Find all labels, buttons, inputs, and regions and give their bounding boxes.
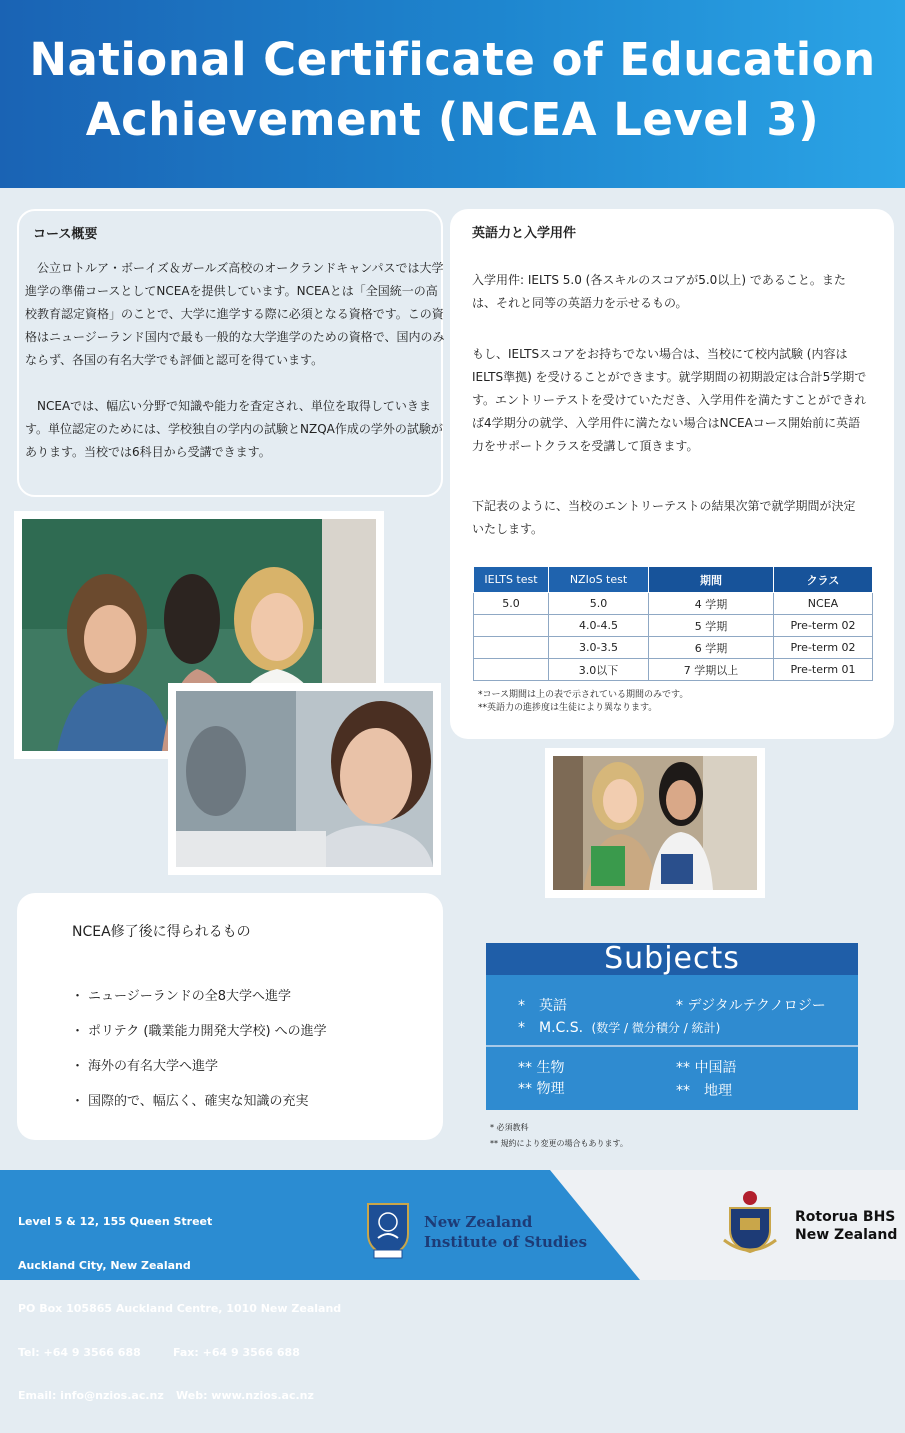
english-paragraph-1: 入学用件: IELTS 5.0 (各スキルのスコアが5.0以上) であること。または、それと同等の英語力を示せるもの。 bbox=[472, 273, 846, 310]
subject-elective: ** 物理 bbox=[518, 1081, 565, 1097]
header-banner bbox=[0, 0, 905, 188]
table-cell: Pre-term 02 bbox=[774, 637, 873, 659]
table-header: NZIoS test bbox=[549, 567, 649, 593]
table-cell: 3.0以下 bbox=[549, 659, 649, 681]
subjects-note: * 必須教科 bbox=[490, 1123, 529, 1132]
footer bbox=[0, 1170, 905, 1402]
table-row bbox=[474, 659, 873, 681]
table-row bbox=[474, 593, 873, 615]
nzis-logo-text bbox=[424, 1212, 587, 1252]
overview-paragraph-2: NCEAでは、幅広い分野で知識や能力を査定され、単位を取得していきます。単位認定のためには、学校独自の学内の試験とNZQA作成の学外の試験があります。当校では6科目から受講できます。 bbox=[25, 399, 443, 459]
table-cell: NCEA bbox=[774, 593, 873, 615]
table-cell: 5.0 bbox=[549, 593, 649, 615]
table-cell: 6 学期 bbox=[649, 637, 774, 659]
table-cell: 5 学期 bbox=[649, 615, 774, 637]
overview-heading: コース概要 bbox=[33, 227, 98, 242]
nzis-name-line: Institute of Studies bbox=[424, 1233, 588, 1251]
phone-line bbox=[18, 1346, 341, 1361]
table-cell bbox=[474, 615, 549, 637]
address-line: Level 5 & 12, 155 Queen Street bbox=[18, 1215, 213, 1228]
subjects-panel bbox=[486, 943, 858, 1110]
web-line bbox=[18, 1389, 341, 1404]
english-paragraph-3: 下記表のように、当校のエントリーテストの結果次第で就学期間が決定いたします。 bbox=[472, 499, 856, 536]
students-with-books-image bbox=[553, 756, 757, 890]
table-note: **英語力の進捗度は生徒により異なります。 bbox=[478, 703, 658, 713]
table-cell: Pre-term 01 bbox=[774, 659, 873, 681]
table-cell: 7 学期以上 bbox=[649, 659, 774, 681]
page-title: National Certificate of Education Achievement (NCEA Level 3) bbox=[29, 33, 876, 146]
table-header: クラス bbox=[774, 567, 873, 593]
contact-info bbox=[18, 1186, 341, 1433]
subject-name: * M.C.S. bbox=[518, 1020, 584, 1036]
table-notes bbox=[478, 689, 688, 715]
table-cell bbox=[474, 659, 549, 681]
student-photo-image bbox=[176, 691, 433, 867]
address-line: PO Box 105865 Auckland Centre, 1010 New Zealand bbox=[18, 1302, 342, 1315]
rotorua-name-line: Rotorua BHS bbox=[795, 1209, 896, 1225]
english-paragraph-2: もし、IELTSスコアをお持ちでない場合は、当校にて校内試験 (内容はIELTS準拠) を受けることができます。就学期間の初期設定は合計5学期です。エントリーテストを受けていただき、入学用件を満たすことができれば4学期分の就学、入学用件に満たない場合はNCEAコース開始前に英語力をサポートクラスを受講して頂きます。 bbox=[472, 347, 867, 453]
list-item: ・ 国際的で、幅広く、確実な知識の充実 bbox=[71, 1090, 327, 1125]
subject-elective: ** 地理 bbox=[676, 1083, 732, 1099]
subject-required: * 英語 bbox=[518, 998, 567, 1014]
table-header: IELTS test bbox=[474, 567, 549, 593]
email-link[interactable]: Email: info@nzios.ac.nz bbox=[18, 1389, 164, 1402]
table-cell: 5.0 bbox=[474, 593, 549, 615]
subjects-title: Subjects bbox=[486, 943, 858, 975]
table-cell: 4 学期 bbox=[649, 593, 774, 615]
fax: Fax: +64 9 3566 688 bbox=[173, 1345, 300, 1359]
table-row bbox=[474, 615, 873, 637]
english-heading: 英語力と入学用件 bbox=[472, 226, 577, 241]
table-cell: 4.0-4.5 bbox=[549, 615, 649, 637]
list-item: ・ ポリテク (職業能力開発大学校) への進学 bbox=[71, 1020, 327, 1055]
nzis-crest-icon bbox=[364, 1200, 412, 1260]
subject-detail: (数学 / 微分積分 / 統計) bbox=[591, 1021, 721, 1035]
subject-elective: ** 中国語 bbox=[676, 1060, 737, 1076]
tel: Tel: +64 9 3566 688 bbox=[18, 1345, 141, 1359]
subject-required: * デジタルテクノロジー bbox=[676, 998, 826, 1014]
nzis-name-line: New Zealand bbox=[424, 1213, 533, 1231]
list-item: ・ ニュージーランドの全8大学へ進学 bbox=[71, 985, 327, 1020]
table-cell bbox=[474, 637, 549, 659]
subject-elective: ** 生物 bbox=[518, 1060, 565, 1076]
benefits-list bbox=[71, 985, 327, 1125]
address-line: Auckland City, New Zealand bbox=[18, 1258, 191, 1272]
rotorua-crest-icon bbox=[720, 1190, 780, 1256]
benefits-heading: NCEA修了後に得られるもの bbox=[72, 924, 251, 940]
subjects-notes bbox=[490, 1120, 628, 1152]
english-requirements-card bbox=[450, 209, 894, 739]
entry-test-table bbox=[473, 566, 873, 681]
benefits-card bbox=[17, 893, 443, 1140]
table-note: *コース期間は上の表で示されている期間のみです。 bbox=[478, 690, 689, 700]
table-header-row bbox=[474, 567, 873, 593]
course-overview-card bbox=[17, 209, 443, 497]
rotorua-name-line: New Zealand bbox=[795, 1227, 898, 1243]
table-cell: 3.0-3.5 bbox=[549, 637, 649, 659]
overview-paragraph-1: 公立ロトルア・ボーイズ＆ガールズ高校のオークランドキャンパスでは大学進学の準備コースとしてNCEAを提供しています。NCEAとは「全国統一の高校教育認定資格」のことで、大学に進学する際に必須となる資格です。この資格はニュージーランド国内で最も一般的な大学進学のための資格で、国内のみならず、各国の有名大学でも評価と認可を得ています。 bbox=[25, 261, 445, 367]
table-header: 期間 bbox=[649, 567, 774, 593]
table-row bbox=[474, 637, 873, 659]
student-photo bbox=[168, 683, 441, 875]
subject-required bbox=[518, 1017, 720, 1037]
web-link[interactable]: Web: www.nzios.ac.nz bbox=[176, 1389, 314, 1402]
subjects-divider bbox=[486, 1045, 858, 1047]
table-cell: Pre-term 02 bbox=[774, 615, 873, 637]
list-item: ・ 海外の有名大学へ進学 bbox=[71, 1055, 327, 1090]
subjects-note: ** 規約により変更の場合もあります。 bbox=[490, 1139, 628, 1148]
students-with-books-photo bbox=[545, 748, 765, 898]
rotorua-logo-text bbox=[795, 1208, 897, 1244]
